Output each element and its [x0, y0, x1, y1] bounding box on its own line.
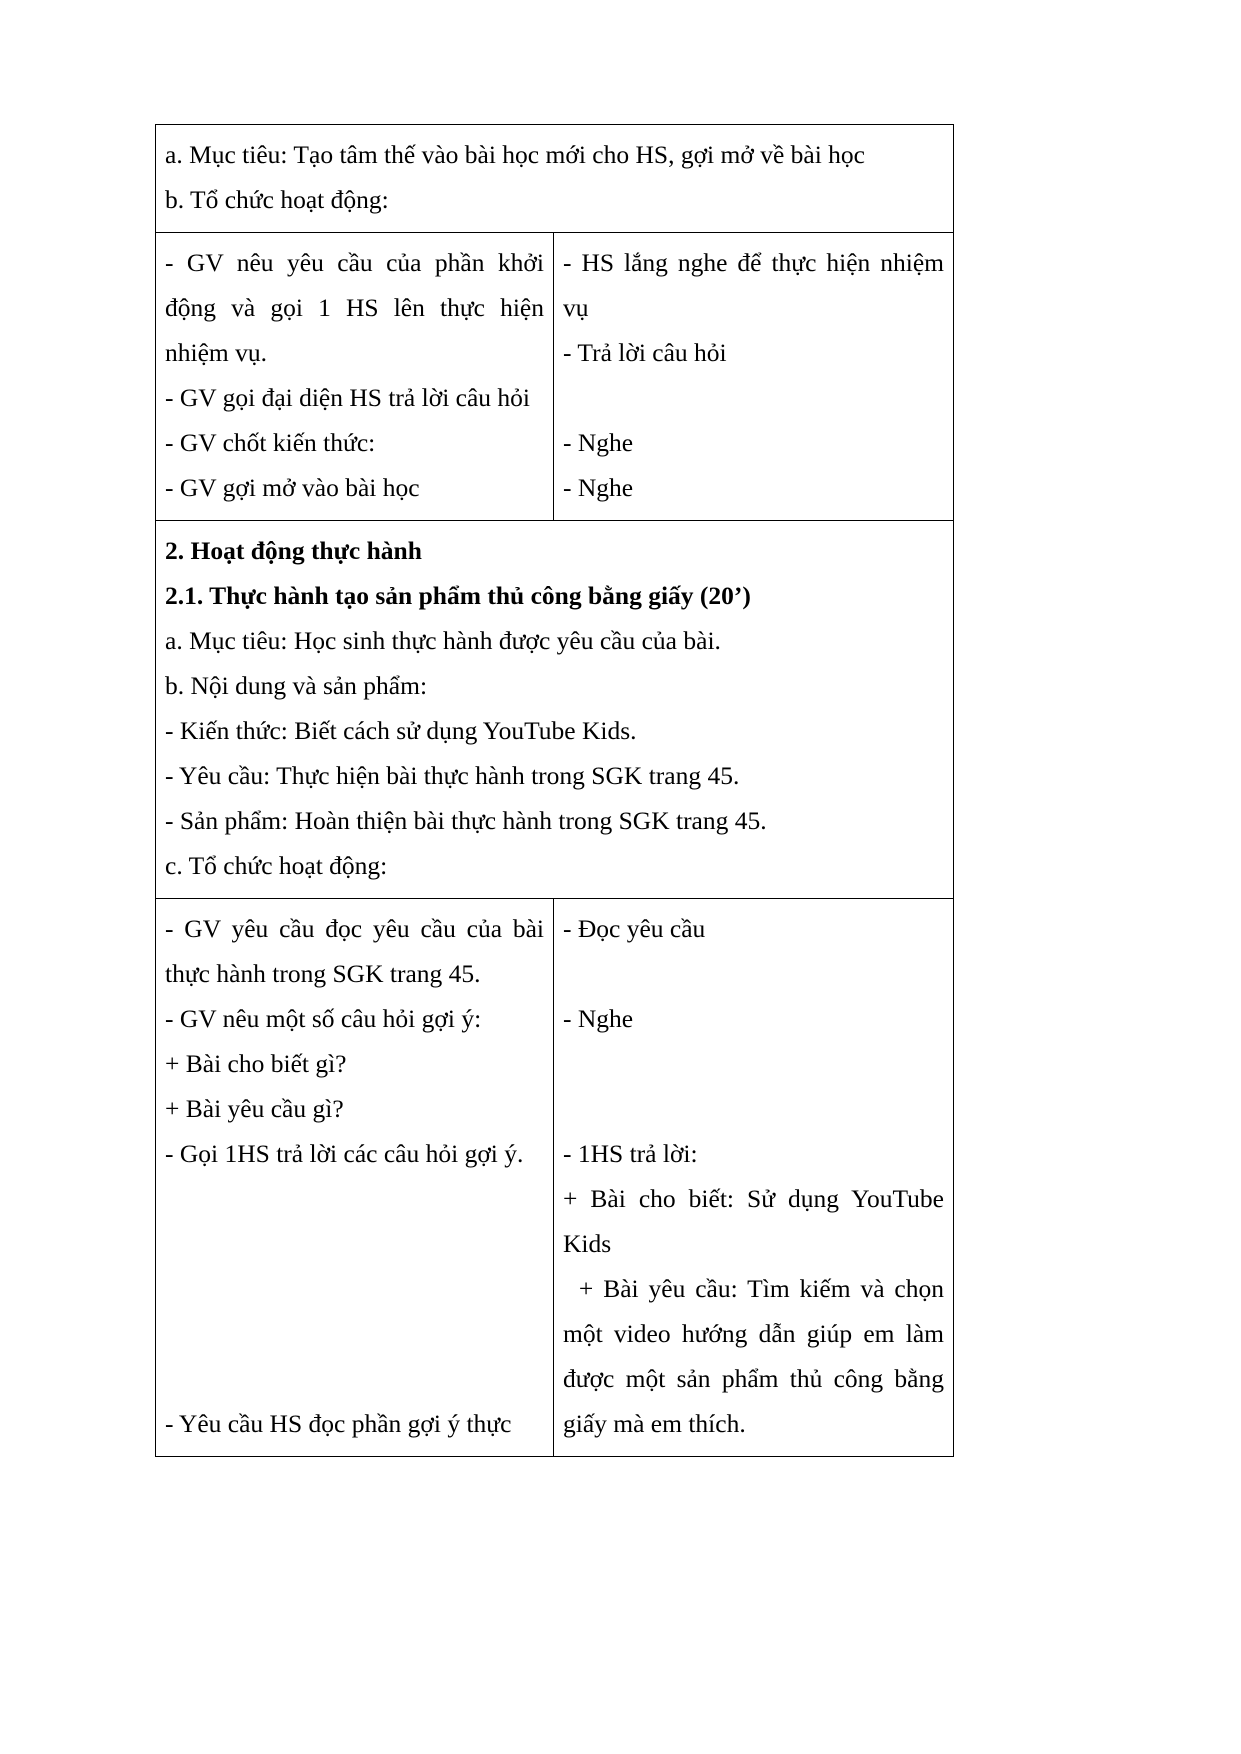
practice-teacher-5: - Gọi 1HS trả lời các câu hỏi gợi ý. — [165, 1139, 524, 1168]
student-activity-1: - HS lắng nghe để thực hiện nhiệm vụ — [563, 248, 951, 322]
practice-student-1: - Đọc yêu cầu — [563, 914, 706, 943]
vertical-spacer — [165, 1311, 544, 1356]
practice-teacher-3: + Bài cho biết gì? — [165, 1049, 347, 1078]
vertical-spacer — [563, 375, 944, 420]
vertical-spacer — [165, 1176, 544, 1221]
table-one-student-cell — [554, 233, 954, 521]
practice-student-5: + Bài yêu cầu: Tìm kiếm và chọn một video hướng dẫn giúp em làm được một sản phẩm thủ công bằng giấy mà em thích. — [563, 1274, 951, 1438]
table-row — [156, 899, 954, 1457]
practice-product: - Sản phẩm: Hoàn thiện bài thực hành trong SGK trang 45. — [165, 806, 767, 835]
vertical-spacer — [165, 1356, 544, 1401]
practice-requirement: - Yêu cầu: Thực hiện bài thực hành trong SGK trang 45. — [165, 761, 740, 790]
practice-student-4: + Bài cho biết: Sử dụng YouTube Kids — [563, 1184, 951, 1258]
practice-teacher-4: + Bài yêu cầu gì? — [165, 1094, 344, 1123]
teacher-activity-3: - GV chốt kiến thức: — [165, 428, 376, 457]
vertical-spacer — [563, 951, 944, 996]
table-two-teacher-cell — [156, 899, 554, 1457]
practice-knowledge: - Kiến thức: Biết cách sử dụng YouTube Kids. — [165, 716, 637, 745]
practice-section-cell — [156, 521, 954, 899]
table-two-student-cell — [554, 899, 954, 1457]
table-one-header-cell — [156, 125, 954, 233]
practice-teacher-2: - GV nêu một số câu hỏi gợi ý: — [165, 1004, 482, 1033]
activity-table-one — [155, 124, 954, 1457]
table-row — [156, 125, 954, 233]
objective-line: a. Mục tiêu: Tạo tâm thế vào bài học mới cho HS, gợi mở về bài học — [165, 140, 865, 169]
vertical-spacer — [563, 1041, 944, 1086]
table-row — [156, 521, 954, 899]
vertical-spacer — [165, 1266, 544, 1311]
practice-teacher-6: - Yêu cầu HS đọc phần gợi ý thực — [165, 1409, 512, 1438]
practice-student-2: - Nghe — [563, 1004, 634, 1033]
teacher-activity-4: - GV gợi mở vào bài học — [165, 473, 420, 502]
section-heading-2-1: 2.1. Thực hành tạo sản phẩm thủ công bằng giấy (20’) — [165, 581, 751, 610]
teacher-activity-2: - GV gọi đại diện HS trả lời câu hỏi — [165, 383, 530, 412]
practice-teacher-1: - GV yêu cầu đọc yêu cầu của bài thực hành trong SGK trang 45. — [165, 914, 551, 988]
table-row — [156, 233, 954, 521]
student-activity-4: - Nghe — [563, 473, 634, 502]
table-one-teacher-cell — [156, 233, 554, 521]
student-activity-2: - Trả lời câu hỏi — [563, 338, 727, 367]
document-body — [155, 124, 953, 1457]
practice-student-3: - 1HS trả lời: — [563, 1139, 698, 1168]
practice-organization: c. Tổ chức hoạt động: — [165, 851, 388, 880]
practice-objective: a. Mục tiêu: Học sinh thực hành được yêu cầu của bài. — [165, 626, 721, 655]
teacher-activity-1: - GV nêu yêu cầu của phần khởi động và gọi 1 HS lên thực hiện nhiệm vụ. — [165, 248, 551, 367]
organization-line: b. Tổ chức hoạt động: — [165, 185, 389, 214]
section-heading-2: 2. Hoạt động thực hành — [165, 536, 422, 565]
vertical-spacer — [563, 1086, 944, 1131]
vertical-spacer — [165, 1221, 544, 1266]
student-activity-3: - Nghe — [563, 428, 634, 457]
practice-content-label: b. Nội dung và sản phẩm: — [165, 671, 428, 700]
